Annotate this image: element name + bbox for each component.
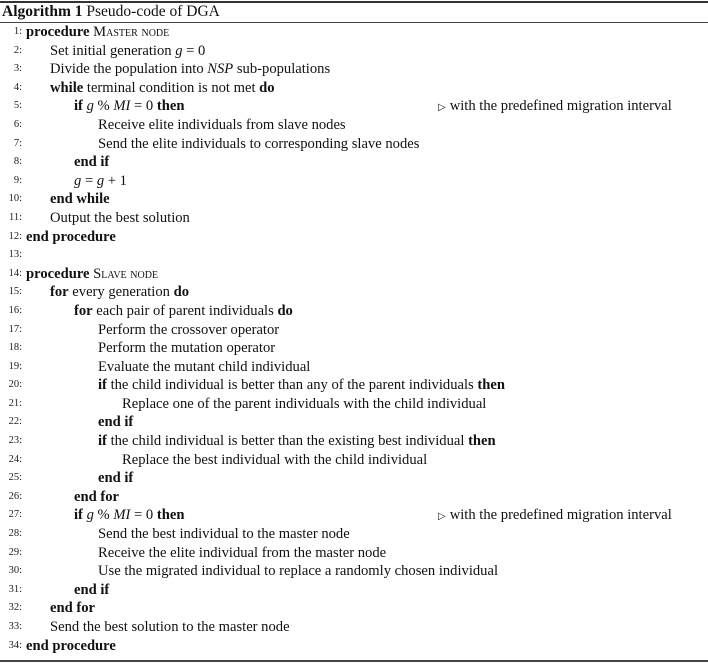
algorithm-title: Pseudo-code of DGA — [86, 3, 220, 20]
line-text — [50, 618, 290, 637]
keyword: procedure — [26, 24, 90, 40]
text: Divide the population into — [50, 61, 208, 78]
text: Receive the elite individual from the master node — [98, 544, 387, 561]
line-text — [74, 488, 119, 507]
line-number: 29: — [8, 546, 22, 558]
algorithm-line — [0, 358, 708, 377]
text: Use the migrated individual to replace a randomly chosen individual — [98, 563, 498, 580]
text: = 0 — [130, 507, 157, 524]
line-text — [122, 451, 427, 470]
text: Output the best solution — [50, 209, 190, 226]
line-number: 5: — [13, 100, 22, 112]
algorithm-line — [0, 469, 708, 488]
line-number: 3: — [13, 63, 22, 75]
text: every generation — [68, 284, 174, 301]
line-number: 32: — [8, 602, 22, 614]
keyword: do — [173, 284, 190, 301]
algorithm-line — [0, 97, 708, 116]
line-text — [26, 265, 158, 284]
text: Replace one of the parent individuals with the child individual — [122, 395, 487, 412]
text: Replace the best individual with the child individual — [122, 451, 428, 468]
keyword: procedure — [26, 265, 90, 282]
algorithm-caption — [2, 3, 220, 21]
algorithm-line — [0, 599, 708, 618]
text: terminal condition is not met — [83, 79, 260, 96]
math-symbol: g — [86, 98, 94, 115]
line-number: 33: — [8, 621, 22, 632]
algorithm-line — [0, 228, 708, 247]
text: the child individual is better than any of the parent individuals — [106, 377, 478, 394]
line-text — [50, 599, 95, 618]
line-number: 18: — [8, 342, 22, 354]
text: Evaluate the mutant child individual — [98, 358, 311, 375]
algorithm-line — [0, 190, 708, 209]
text: each pair of parent individuals — [92, 302, 278, 319]
algorithm-line — [0, 376, 708, 395]
line-number: 10: — [8, 193, 22, 205]
line-text — [98, 339, 275, 358]
line-number: 21: — [8, 397, 22, 409]
algorithm-line — [0, 135, 708, 154]
algorithm-line — [0, 153, 708, 172]
line-comment — [438, 506, 672, 527]
line-number: 9: — [13, 174, 22, 186]
line-number: 1: — [13, 26, 22, 37]
line-comment — [438, 97, 672, 118]
line-text — [98, 358, 310, 377]
algorithm-line — [0, 395, 708, 414]
keyword: then — [468, 433, 496, 450]
line-text — [74, 302, 293, 321]
keyword: if — [74, 98, 83, 115]
keyword: end for — [74, 488, 119, 505]
line-text — [50, 42, 205, 61]
keyword: if — [98, 433, 107, 450]
keyword: while — [50, 79, 84, 96]
text: + 1 — [104, 172, 127, 189]
algorithm-line — [0, 488, 708, 507]
algorithm-line — [0, 60, 708, 79]
procedure-name: Master node — [93, 24, 170, 40]
line-number: 31: — [8, 583, 22, 595]
algorithm-label: Algorithm 1 — [2, 3, 83, 20]
math-symbol: g — [175, 42, 183, 59]
algorithm-line — [0, 525, 708, 544]
algorithm-line — [0, 432, 708, 451]
line-number: 11: — [8, 211, 22, 223]
algorithm-line — [0, 302, 708, 321]
text: Send the best individual to the master node — [98, 526, 350, 543]
math-symbol: g — [96, 172, 105, 189]
keyword: end if — [98, 414, 134, 431]
line-text — [98, 432, 496, 451]
bottom-rule — [0, 660, 708, 662]
algorithm-line — [0, 42, 708, 61]
text: Perform the crossover operator — [98, 321, 280, 338]
line-number: 2: — [13, 44, 22, 56]
algorithm-line — [0, 172, 708, 191]
text: Send the best solution to the master node — [50, 619, 290, 635]
line-text — [98, 562, 498, 581]
keyword: do — [259, 79, 275, 96]
text: = 0 — [130, 98, 157, 115]
line-text — [50, 60, 330, 79]
line-text — [74, 506, 184, 525]
text: the child individual is better than the existing best individual — [106, 433, 469, 450]
algorithm-line — [0, 265, 708, 284]
keyword: end if — [74, 581, 110, 598]
line-number: 24: — [8, 453, 22, 465]
line-text — [98, 413, 133, 432]
line-text — [50, 209, 190, 228]
math-symbol: NSP — [207, 61, 234, 78]
line-number: 15: — [8, 286, 22, 298]
line-number: 28: — [8, 528, 22, 540]
keyword: end if — [98, 470, 134, 487]
text: Receive elite individuals from slave nodes — [98, 116, 346, 133]
line-number: 30: — [8, 565, 22, 577]
comment-text: with the predefined migration interval — [449, 507, 672, 524]
line-text — [74, 581, 109, 600]
keyword: end procedure — [26, 228, 116, 245]
algorithm-line — [0, 246, 708, 265]
algorithm-line — [0, 413, 708, 432]
keyword: end if — [74, 154, 110, 171]
keyword: for — [50, 284, 69, 301]
line-number: 8: — [13, 156, 22, 168]
algorithm-line — [0, 451, 708, 470]
line-text — [98, 544, 386, 563]
line-number: 23: — [8, 435, 22, 447]
line-text — [26, 228, 116, 247]
comment-triangle-icon: ▷ — [438, 102, 446, 114]
text: sub-populations — [233, 61, 331, 78]
procedure-name: Slave node — [93, 265, 159, 282]
algorithm-line — [0, 544, 708, 563]
line-text — [26, 637, 116, 656]
line-number: 25: — [8, 472, 22, 484]
math-symbol: g — [86, 507, 94, 524]
algorithm-line — [0, 283, 708, 302]
algorithm-line — [0, 321, 708, 340]
line-text — [74, 153, 109, 172]
algorithm-line — [0, 209, 708, 228]
text: Perform the mutation operator — [98, 340, 276, 357]
line-text — [98, 135, 419, 154]
line-number: 22: — [8, 416, 22, 428]
line-text — [122, 395, 486, 414]
line-number: 26: — [8, 490, 22, 502]
line-number: 27: — [8, 509, 22, 521]
line-number: 20: — [8, 379, 22, 391]
keyword: then — [156, 98, 185, 115]
text: % — [93, 98, 114, 115]
text: Send the elite individuals to corresponding slave nodes — [98, 135, 420, 152]
algorithm-body — [0, 23, 708, 655]
line-text — [50, 79, 275, 98]
line-number: 12: — [8, 230, 22, 242]
line-number: 16: — [8, 304, 22, 316]
line-text — [26, 23, 169, 42]
line-text — [98, 469, 133, 488]
line-number: 34: — [8, 639, 22, 651]
text: = — [81, 172, 97, 189]
algorithm-line — [0, 637, 708, 656]
math-symbol: MI — [113, 507, 131, 524]
keyword: end for — [50, 600, 95, 617]
line-number: 13: — [8, 249, 22, 261]
line-number: 17: — [8, 323, 22, 335]
keyword: then — [156, 507, 185, 524]
comment-triangle-icon: ▷ — [438, 511, 446, 523]
line-text — [74, 172, 127, 191]
algorithm-line — [0, 339, 708, 358]
line-text — [74, 97, 184, 116]
line-text — [98, 116, 346, 135]
math-symbol: g — [74, 172, 82, 189]
text: % — [93, 507, 114, 524]
keyword: then — [477, 377, 505, 394]
line-number: 6: — [13, 118, 22, 130]
comment-text: with the predefined migration interval — [449, 98, 672, 115]
keyword: if — [98, 377, 107, 394]
keyword: for — [74, 302, 93, 319]
math-symbol: MI — [113, 98, 131, 115]
line-text — [50, 190, 110, 209]
keyword: end while — [50, 191, 110, 208]
algorithm-line — [0, 116, 708, 135]
algorithm-line — [0, 562, 708, 581]
line-text — [98, 376, 505, 395]
algorithm-line — [0, 506, 708, 525]
line-number: 14: — [8, 267, 22, 279]
keyword: end procedure — [26, 637, 116, 654]
text: Set initial generation — [50, 42, 176, 59]
line-number: 4: — [13, 81, 22, 93]
line-text — [98, 321, 279, 340]
keyword: if — [74, 507, 83, 524]
line-text — [98, 525, 350, 544]
line-text — [50, 283, 189, 302]
algorithm-line — [0, 618, 708, 637]
keyword: do — [277, 302, 293, 319]
text: = 0 — [182, 42, 206, 59]
line-number: 19: — [8, 360, 22, 372]
algorithm-line — [0, 581, 708, 600]
line-number: 7: — [13, 137, 22, 149]
algorithm-line — [0, 79, 708, 98]
algorithm-line — [0, 23, 708, 42]
